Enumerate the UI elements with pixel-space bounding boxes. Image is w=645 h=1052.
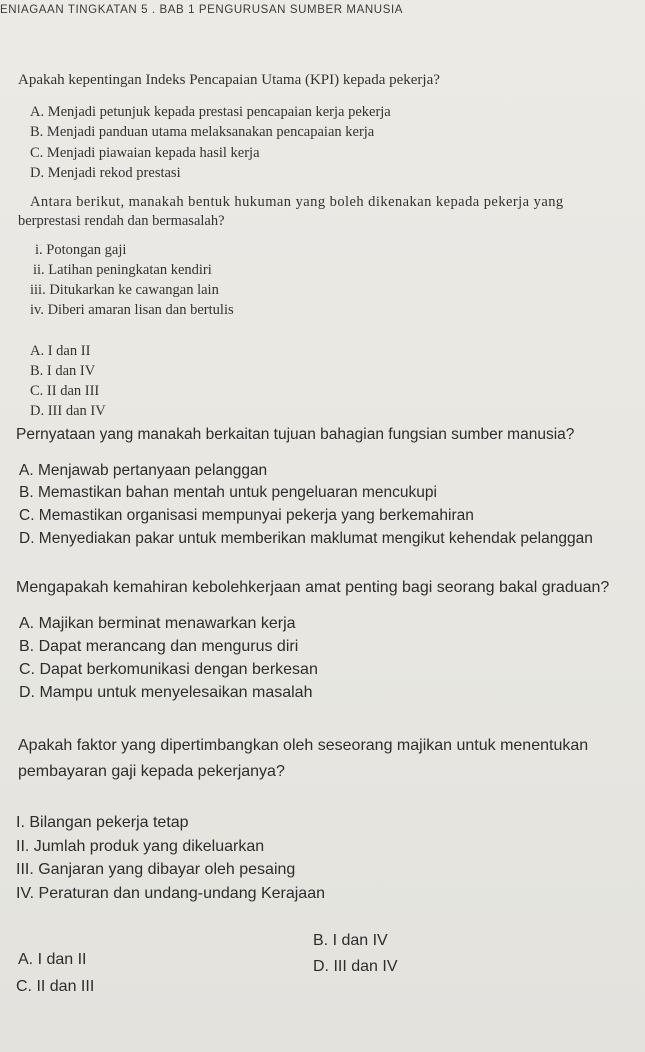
q5-question-line1: Apakah faktor yang dipertimbangkan oleh seseorang majikan untuk menentukan — [18, 737, 589, 754]
q5-statement-I: I. Bilangan pekerja tetap — [16, 814, 189, 831]
q5-option-c: C. II dan III — [16, 978, 95, 995]
q2-option-d: D. III dan IV — [30, 403, 106, 419]
q2-option-c: C. II dan III — [30, 383, 100, 399]
q2-statement-i: i. Potongan gaji — [35, 242, 127, 258]
q1-option-b: B. Menjadi panduan utama melaksanakan pencapaian kerja — [30, 124, 375, 140]
q4-option-a: A. Majikan berminat menawarkan kerja — [19, 615, 296, 632]
q1-option-a: A. Menjadi petunjuk kepada prestasi pencapaian kerja pekerja — [30, 104, 391, 120]
q2-question-line1: Antara berikut, manakah bentuk hukuman yang boleh dikenakan kepada pekerja yang — [30, 194, 564, 210]
q1-option-c: C. Menjadi piawaian kepada hasil kerja — [30, 145, 260, 161]
q2-statement-iv: iv. Diberi amaran lisan dan bertulis — [30, 302, 234, 318]
q4-option-b: B. Dapat merancang dan mengurus diri — [19, 638, 299, 655]
q5-option-a: A. I dan II — [18, 951, 87, 968]
q2-question-line2: berprestasi rendah dan bermasalah? — [18, 213, 225, 229]
q2-option-a: A. I dan II — [30, 343, 91, 359]
q2-statement-ii: ii. Latihan peningkatan kendiri — [33, 262, 212, 278]
q5-statement-II: II. Jumlah produk yang dikeluarkan — [16, 838, 265, 855]
q5-statement-III: III. Ganjaran yang dibayar oleh pesaing — [16, 861, 296, 878]
q2-statement-iii: iii. Ditukarkan ke cawangan lain — [30, 282, 219, 298]
q5-option-b: B. I dan IV — [313, 932, 388, 949]
q3-question: Pernyataan yang manakah berkaitan tujuan bahagian fungsian sumber manusia? — [16, 426, 575, 443]
q1-question: Apakah kepentingan Indeks Pencapaian Utama (KPI) kepada pekerja? — [18, 72, 440, 88]
q5-option-d: D. III dan IV — [313, 958, 398, 975]
q4-option-c: C. Dapat berkomunikasi dengan berkesan — [19, 661, 318, 678]
q5-statement-IV: IV. Peraturan dan undang-undang Kerajaan — [16, 885, 325, 902]
q3-option-c: C. Memastikan organisasi mempunyai pekerja yang berkemahiran — [19, 507, 474, 524]
q3-option-d: D. Menyediakan pakar untuk memberikan maklumat mengikut kehendak pelanggan — [19, 530, 593, 547]
q4-question: Mengapakah kemahiran kebolehkerjaan amat penting bagi seorang bakal graduan? — [16, 579, 610, 596]
q4-option-d: D. Mampu untuk menyelesaikan masalah — [19, 684, 313, 701]
q3-option-b: B. Memastikan bahan mentah untuk pengeluaran mencukupi — [19, 484, 437, 501]
q5-question-line2: pembayaran gaji kepada pekerjanya? — [18, 763, 285, 780]
q1-option-d: D. Menjadi rekod prestasi — [30, 165, 181, 181]
q3-option-a: A. Menjawab pertanyaan pelanggan — [19, 462, 268, 479]
page-header: ENIAGAAN TINGKATAN 5 . BAB 1 PENGURUSAN SUMBER MANUSIA — [0, 4, 404, 16]
q2-option-b: B. I dan IV — [30, 363, 96, 379]
